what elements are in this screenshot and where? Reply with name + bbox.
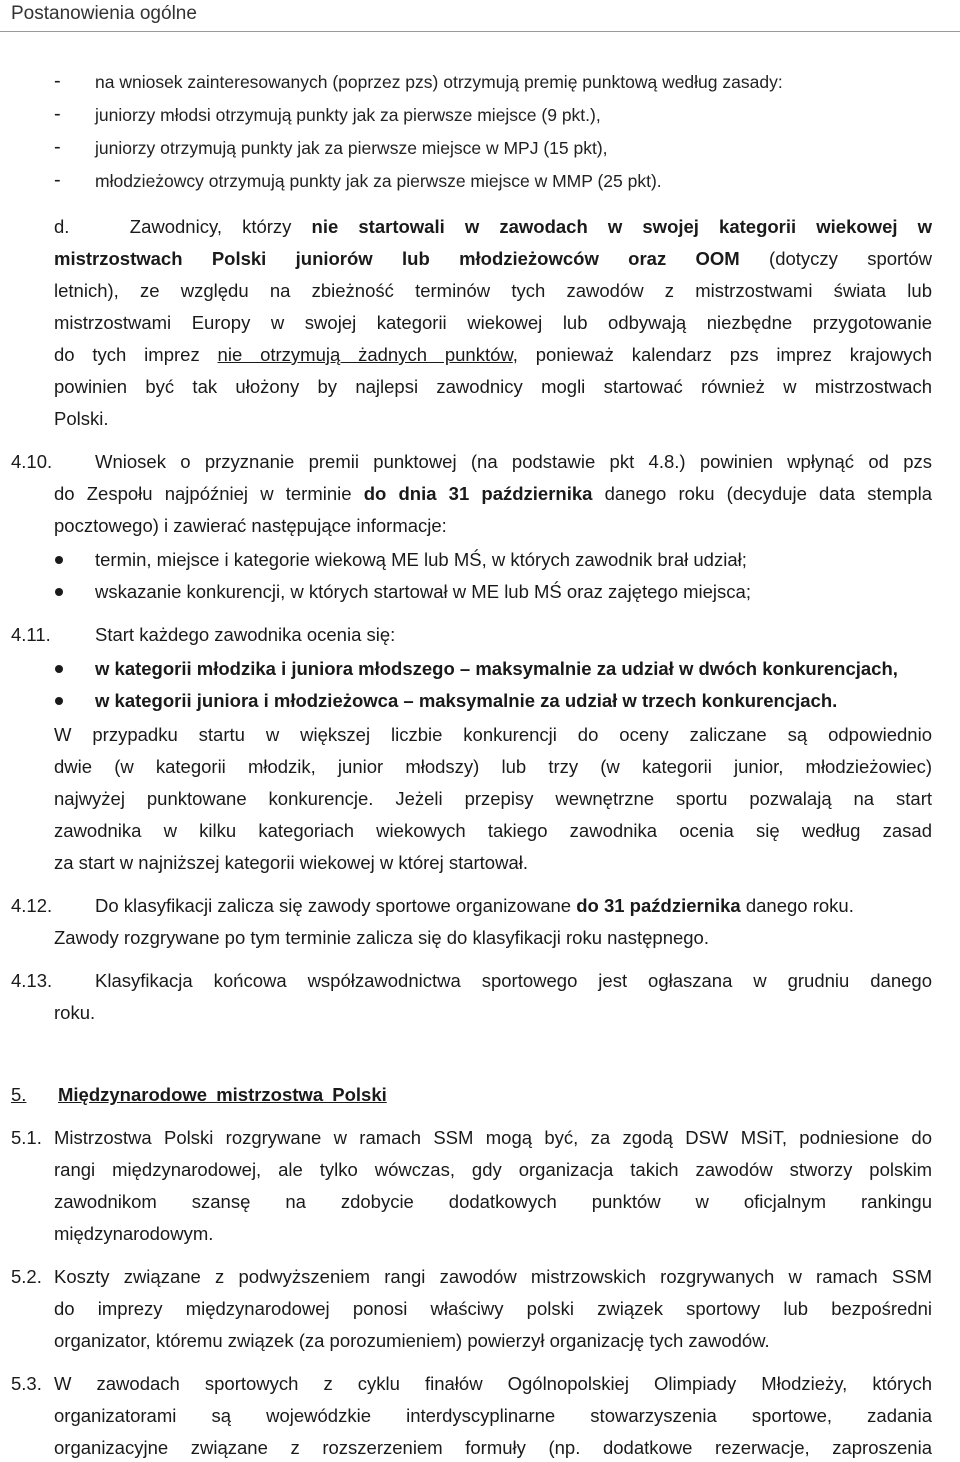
- bullet-icon: [55, 697, 63, 705]
- section-number: 5.3.: [11, 1373, 42, 1394]
- section-number: 5.: [11, 1084, 27, 1105]
- paragraph-line: Mistrzostwa Polski rozgrywane w ramach SSM mogą być, za zgodą DSW MSiT, podniesione do: [54, 1127, 932, 1148]
- paragraph-line: najwyżej punktowane konkurencje. Jeżeli przepisy wewnętrzne sportu pozwalają na start: [54, 788, 932, 809]
- bullet-icon: [55, 665, 63, 673]
- text: , ponieważ kalendarz pzs imprez krajowych: [512, 344, 932, 365]
- paragraph-line: organizatorami są wojewódzkie interdyscyplinarne stowarzyszenia sportowe, zadania: [54, 1405, 932, 1426]
- list-item: młodzieżowcy otrzymują punkty jak za pierwsze miejsce w MMP (25 pkt).: [95, 171, 662, 191]
- paragraph-line: zawodnikom szansę na zdobycie dodatkowych punktów w oficjalnym rankingu: [54, 1191, 932, 1212]
- text: do Zespołu najpóźniej w terminie: [54, 483, 364, 504]
- paragraph-line: rangi międzynarodowej, ale tylko wówczas, gdy organizacja takich zawodów stworzy polskim: [54, 1159, 932, 1180]
- paragraph-line: roku.: [54, 1002, 96, 1023]
- bold-text: do 31 października: [576, 895, 741, 916]
- paragraph-line: powinien być tak ułożony by najlepsi zawodnicy mogli startować również w mistrzostwach: [54, 376, 932, 397]
- list-item: termin, miejsce i kategorie wiekową ME lub MŚ, w których zawodnik brał udział;: [95, 549, 747, 570]
- paragraph-line: [54, 246, 932, 272]
- section-number: 4.11.: [11, 624, 51, 645]
- section-number: 5.1.: [11, 1127, 42, 1148]
- section-number: 5.2.: [11, 1266, 42, 1287]
- paragraph-line: dwie (w kategorii młodzik, junior młodszy) lub trzy (w kategorii junior, młodzieżowiec): [54, 756, 932, 777]
- paragraph-line: do imprezy międzynarodowej ponosi właściwy polski związek sportowy lub bezpośredni: [54, 1298, 932, 1319]
- underlined-text: nie otrzymują żadnych punktów: [217, 344, 513, 365]
- paragraph-line: Klasyfikacja końcowa współzawodnictwa sportowego jest ogłaszana w grudniu danego: [95, 970, 932, 991]
- section-title: Międzynarodowe mistrzostwa Polski: [58, 1084, 387, 1105]
- paragraph-line: [54, 214, 932, 240]
- text: danego roku.: [740, 895, 854, 916]
- text: Do klasyfikacji zalicza się zawody sportowe organizowane: [95, 895, 577, 916]
- paragraph-line: W zawodach sportowych z cyklu finałów Ogólnopolskiej Olimpiady Młodzieży, których: [54, 1373, 932, 1394]
- list-item: juniorzy otrzymują punkty jak za pierwsze miejsce w MPJ (15 pkt),: [95, 138, 608, 158]
- list-item: wskazanie konkurencji, w których startował w ME lub MŚ oraz zajętego miejsca;: [95, 581, 751, 602]
- bold-text: nie startowali w zawodach w swojej kategorii wiekowej w: [311, 216, 933, 237]
- paragraph-line: mistrzostwami Europy w swojej kategorii wiekowej lub odbywają niezbędne przygotowanie: [54, 312, 932, 333]
- paragraph-line: zawodnika w kilku kategoriach wiekowych takiego zawodnika ocenia się według zasad: [54, 820, 932, 841]
- paragraph-line: za start w najniższej kategorii wiekowej w której startował.: [54, 852, 528, 873]
- page-header: [0, 0, 960, 32]
- text: Zawodnicy, którzy: [129, 216, 312, 237]
- dash-marker: -: [54, 136, 61, 158]
- bullet-icon: [55, 588, 63, 596]
- paragraph-line: Wniosek o przyznanie premii punktowej (na podstawie pkt 4.8.) powinien wpłynąć od pzs: [95, 451, 932, 472]
- bullet-icon: [55, 556, 63, 564]
- paragraph-line: Zawody rozgrywane po tym terminie zalicza się do klasyfikacji roku następnego.: [54, 927, 709, 948]
- text: (dotyczy sportów: [739, 248, 932, 269]
- bold-text: do dnia 31 października: [363, 483, 593, 504]
- list-item: w kategorii juniora i młodzieżowca – maksymalnie za udział w trzech konkurencjach.: [95, 690, 838, 711]
- list-item: na wniosek zainteresowanych (poprzez pzs) otrzymują premię punktową według zasady:: [95, 72, 783, 92]
- dash-marker: -: [54, 169, 61, 191]
- text: danego roku (decyduje data stempla: [592, 483, 932, 504]
- section-number: 4.13.: [11, 970, 53, 991]
- paragraph-line: [54, 342, 932, 368]
- paragraph-line: [54, 481, 932, 507]
- bold-text: mistrzostwach Polski juniorów lub młodzieżowców oraz OOM: [54, 248, 740, 269]
- dash-marker: -: [54, 70, 61, 92]
- paragraph-line: organizacyjne związane z rozszerzeniem formuły (np. dodatkowe rezerwacje, zaproszenia: [54, 1437, 932, 1458]
- paragraph-line: W przypadku startu w większej liczbie konkurencji do oceny zaliczane są odpowiednio: [54, 724, 932, 745]
- paragraph-line: międzynarodowym.: [54, 1223, 214, 1244]
- paragraph-line: Koszty związane z podwyższeniem rangi zawodów mistrzowskich rozgrywanych w ramach SSM: [54, 1266, 932, 1287]
- list-item: w kategorii młodzika i juniora młodszego – maksymalnie za udział w dwóch konkurencjach,: [95, 658, 898, 679]
- text: do tych imprez: [54, 344, 218, 365]
- paragraph-line: [95, 893, 854, 919]
- header-title: Postanowienia ogólne: [11, 3, 197, 24]
- paragraph-line: letnich), ze względu na zbieżność terminów tych zawodów z mistrzostwami świata lub: [54, 280, 932, 301]
- section-number: 4.10.: [11, 451, 53, 472]
- dash-marker: -: [54, 103, 61, 125]
- list-item: juniorzy młodsi otrzymują punkty jak za pierwsze miejsce (9 pkt.),: [95, 105, 601, 125]
- item-label: d.: [54, 216, 70, 237]
- paragraph-line: Polski.: [54, 408, 109, 429]
- section-number: 4.12.: [11, 895, 53, 916]
- paragraph-line: organizator, któremu związek (za porozumieniem) powierzył organizację tych zawodów.: [54, 1330, 770, 1351]
- paragraph-line: pocztowego) i zawierać następujące informacje:: [54, 515, 447, 536]
- paragraph-line: Start każdego zawodnika ocenia się:: [95, 624, 396, 645]
